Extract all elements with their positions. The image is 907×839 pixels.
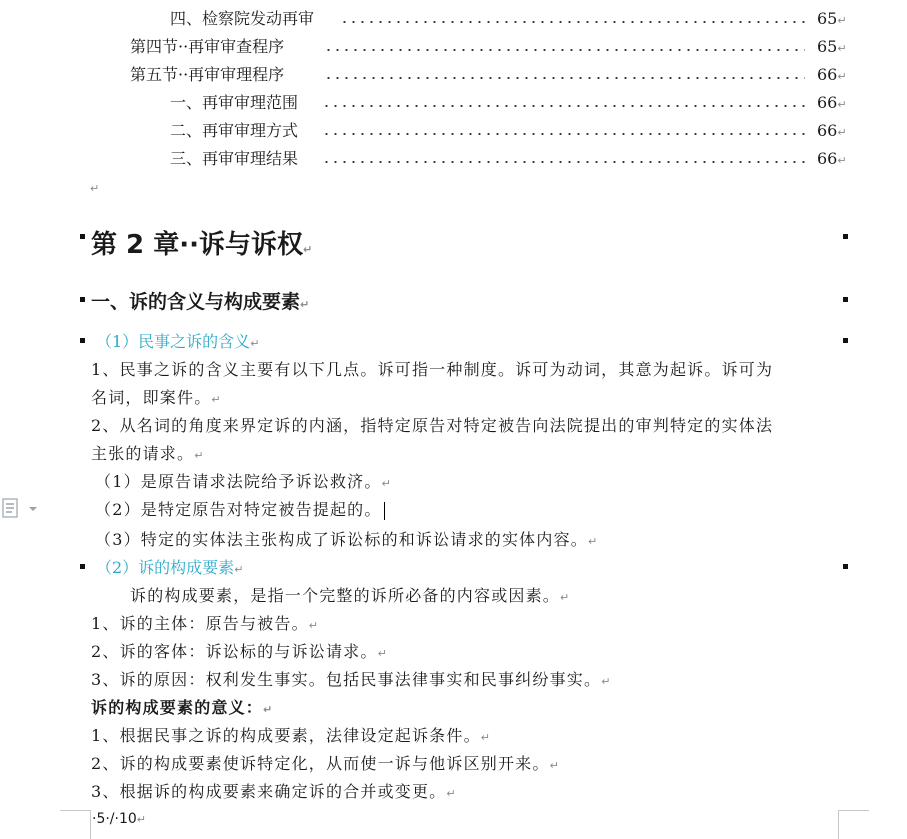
toc-page-number: 65: [817, 9, 838, 28]
list-item: 1、诉的主体：原告与被告。↵: [91, 614, 320, 633]
list-item: 3、根据诉的构成要素来确定诉的合并或变更。↵: [91, 782, 457, 801]
document-options-icon[interactable]: [2, 498, 38, 520]
toc-label: 第四节··再审审查程序: [130, 37, 285, 56]
paragraph-mark: ↵: [837, 42, 847, 55]
text-cursor: [384, 502, 385, 520]
chapter-title: 第 2 章··诉与诉权↵: [91, 230, 313, 260]
page-number-footer: ·5·/·10↵: [92, 811, 147, 827]
toc-label: 三、再审审理结果: [170, 149, 299, 168]
toc-entry[interactable]: [0, 147, 850, 171]
list-item: 2、诉的客体：诉讼标的与诉讼请求。↵: [91, 642, 389, 661]
body-text: 1、民事之诉的含义主要有以下几点。诉可指一种制度。诉可为动词，其意为起诉。诉可为: [91, 360, 774, 379]
subsection-title: （1）民事之诉的含义↵: [96, 332, 260, 351]
section-title: 一、诉的含义与构成要素↵: [91, 291, 310, 313]
body-text: 主张的请求。↵: [91, 444, 205, 463]
page-corner-marker: [60, 810, 91, 839]
paragraph-bullet: [843, 338, 848, 343]
bold-subheading: 诉的构成要素的意义：↵: [91, 698, 274, 717]
paragraph-mark: ↵: [837, 98, 847, 111]
toc-label: 一、再审审理范围: [170, 93, 299, 112]
paragraph-bullet: [80, 564, 85, 569]
toc-page-number: 66: [817, 65, 838, 84]
paragraph-mark: ↵: [837, 126, 847, 139]
list-item: 2、诉的构成要素使诉特定化，从而使一诉与他诉区别开来。↵: [91, 754, 561, 773]
paragraph-bullet: [843, 297, 848, 302]
paragraph-bullet: [843, 564, 848, 569]
paragraph-mark: ↵: [837, 70, 847, 83]
paragraph-bullet: [843, 234, 848, 239]
subsection-title: （2）诉的构成要素↵: [96, 558, 244, 577]
list-item: （1）是原告请求法院给予诉讼救济。↵: [95, 472, 393, 491]
list-item: （2）是特定原告对特定被告提起的。: [95, 497, 385, 520]
paragraph-bullet: [80, 297, 85, 302]
list-item: 1、根据民事之诉的构成要素，法律设定起诉条件。↵: [91, 726, 492, 745]
paragraph-bullet: [80, 338, 85, 343]
paragraph-mark: ↵: [837, 154, 847, 167]
body-text: 2、从名词的角度来界定诉的内涵，指特定原告对特定被告向法院提出的审判特定的实体法: [91, 416, 774, 435]
toc-entry[interactable]: [0, 7, 850, 31]
toc-label: 第五节··再审审理程序: [130, 65, 285, 84]
paragraph-bullet: [80, 234, 85, 239]
paragraph-mark: ↵: [90, 182, 100, 195]
toc-page-number: 66: [817, 121, 838, 140]
body-text: 诉的构成要素，是指一个完整的诉所必备的内容或因素。↵: [130, 586, 571, 605]
toc-page-number: 65: [817, 37, 838, 56]
paragraph-mark: ↵: [837, 14, 847, 27]
toc-entry[interactable]: [0, 119, 850, 143]
page-corner-marker: [838, 810, 869, 839]
list-item: 3、诉的原因：权利发生事实。包括民事法律事实和民事纠纷事实。↵: [91, 670, 612, 689]
toc-entry[interactable]: [0, 91, 850, 115]
toc-entry[interactable]: [0, 35, 850, 59]
list-item: （3）特定的实体法主张构成了诉讼标的和诉讼请求的实体内容。↵: [95, 530, 599, 549]
body-text: 名词，即案件。↵: [91, 388, 222, 407]
toc-label: 四、检察院发动再审: [170, 9, 315, 28]
toc-page-number: 66: [817, 93, 838, 112]
toc-label: 二、再审审理方式: [170, 121, 299, 140]
toc-entry[interactable]: [0, 63, 850, 87]
toc-page-number: 66: [817, 149, 838, 168]
